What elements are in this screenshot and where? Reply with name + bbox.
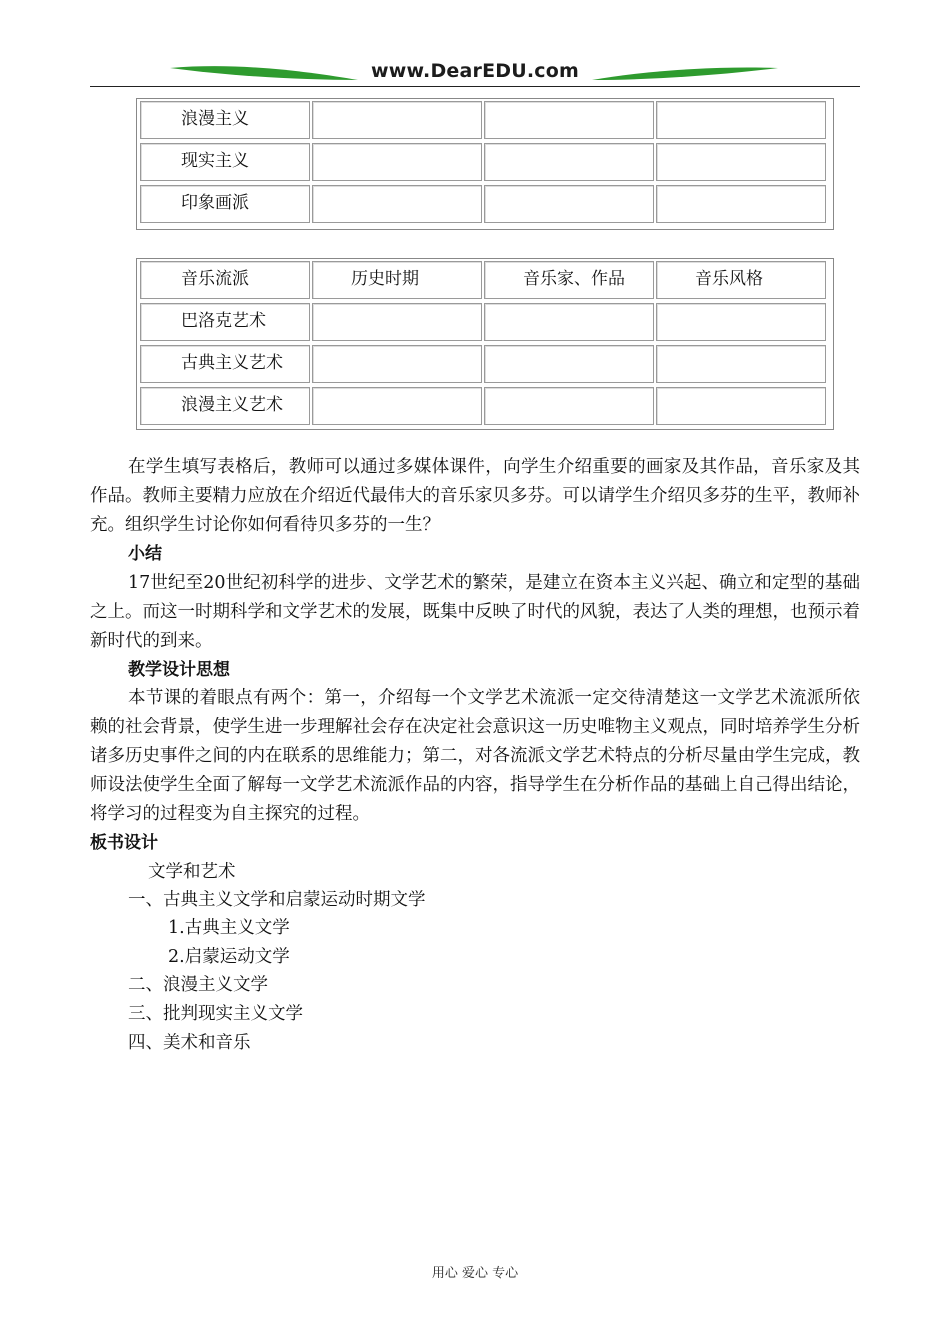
table-row [137,101,833,141]
outline-item: 三、批判现实主义文学 [128,1004,303,1024]
table-cell: 浪漫主义艺术 [140,387,310,425]
art-schools-table [136,98,834,230]
paragraph-summary: 17世纪至20世纪初科学的进步、文学艺术的繁荣，是建立在资本主义兴起、确立和定型的基础之上。而这一时期科学和文学艺术的发展，既集中反映了时代的风貌，表达了人类的理想，也预示着新时代的到来。 [90,573,860,651]
table-cell [484,143,654,181]
table-cell [656,143,826,181]
table-cell [312,101,482,139]
table-cell: 巴洛克艺术 [140,303,310,341]
page-footer: 用心 爱心 专心 [431,1266,519,1281]
left-swoosh [170,66,358,80]
table-cell: 浪漫主义 [140,101,310,139]
table-cell [312,303,482,341]
table-cell [656,303,826,341]
column-header: 音乐流派 [140,261,310,299]
outline-item: 四、美术和音乐 [128,1033,251,1053]
table-row [137,303,833,343]
table-cell [484,387,654,425]
table-cell [484,345,654,383]
outline-item: 二、浪漫主义文学 [128,975,268,995]
table-cell [656,345,826,383]
table-row [137,387,833,427]
heading-design-thoughts: 教学设计思想 [128,660,230,680]
table-cell [656,185,826,223]
table-cell [484,303,654,341]
site-logo-text: www.DearEDU.com [370,60,580,82]
paragraph-design-thoughts: 本节课的着眼点有两个：第一，介绍每一个文学艺术流派一定交待清楚这一文学艺术流派所依赖的社会背景，使学生进一步理解社会存在决定社会意识这一历史唯物主义观点，同时培养学生分析诸多历史事件之间的内在联系的思维能力；第二，对各流派文学艺术特点的分析尽量由学生完成，教师设法使学生全面了解每一文学艺术流派作品的内容，指导学生在分析作品的基础上自己得出结论，将学习的过程变为自主探究的过程。 [90,688,860,824]
music-schools-table [136,258,834,430]
column-header: 音乐风格 [656,261,826,299]
table-cell: 古典主义艺术 [140,345,310,383]
outline-title: 文学和艺术 [148,862,236,882]
table-row [137,185,833,225]
column-header: 历史时期 [312,261,482,299]
table-cell [656,101,826,139]
outline-subitem: 1.古典主义文学 [168,918,290,938]
table-cell [484,185,654,223]
paragraph-activity: 在学生填写表格后，教师可以通过多媒体课件，向学生介绍重要的画家及其作品，音乐家及其作品。教师主要精力应放在介绍近代最伟大的音乐家贝多芬。可以请学生介绍贝多芬的生平，教师补充。组织学生讨论你如何看待贝多芬的一生？ [90,457,860,535]
column-header: 音乐家、作品 [484,261,654,299]
outline-subitem: 2.启蒙运动文学 [168,947,290,967]
header-rule [90,86,860,87]
table-cell [656,387,826,425]
table-row [137,345,833,385]
table-cell [312,143,482,181]
table-row [137,143,833,183]
table-cell [312,387,482,425]
outline-item: 一、古典主义文学和启蒙运动时期文学 [128,890,426,910]
heading-summary: 小结 [128,544,162,564]
table-cell [312,185,482,223]
table-cell [312,345,482,383]
table-cell: 印象画派 [140,185,310,223]
heading-board-design: 板书设计 [90,833,158,853]
table-header-row [137,261,833,301]
page-header [90,58,860,92]
table-cell [484,101,654,139]
table-cell: 现实主义 [140,143,310,181]
right-swoosh [592,68,778,81]
